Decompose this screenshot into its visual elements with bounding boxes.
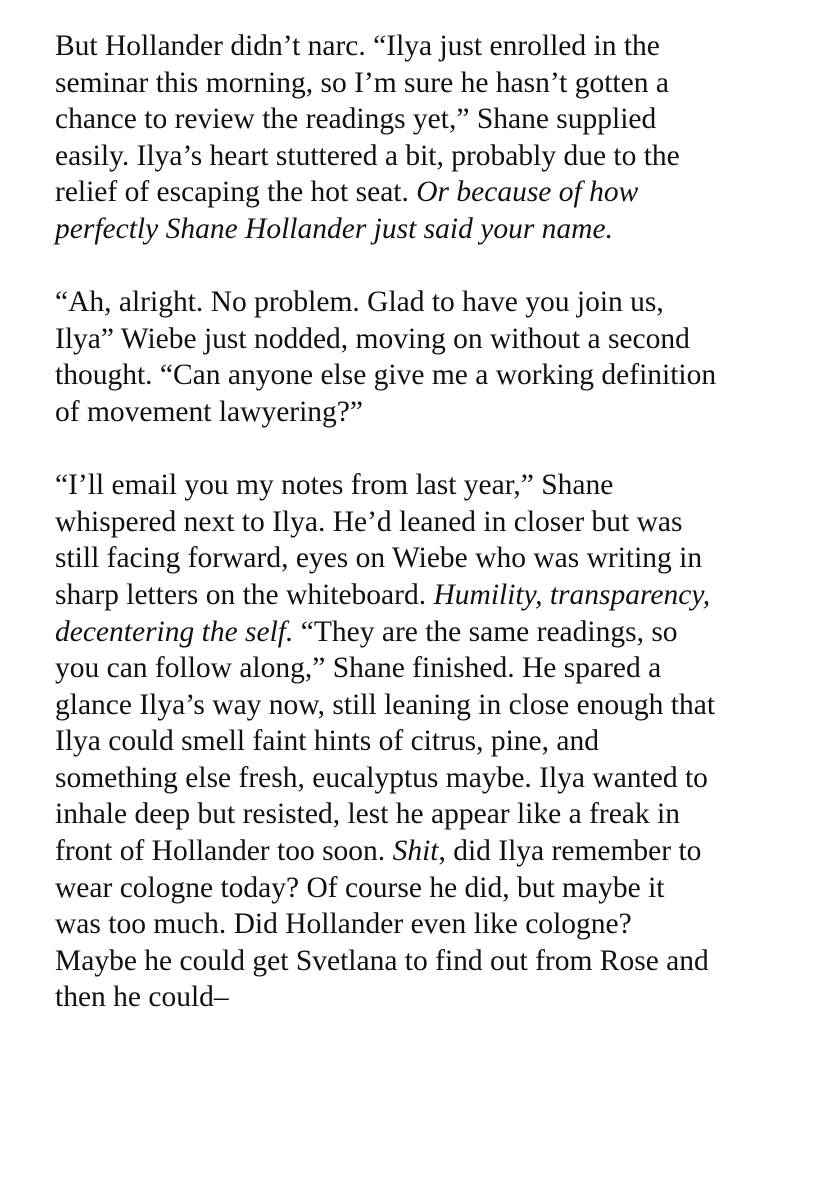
text-line [55,906,815,943]
text-line [55,138,815,175]
text-line [55,833,815,870]
text-line [55,723,815,760]
italic-text-run: Shit [392,835,439,868]
text-line [55,504,815,541]
text-run: inhale deep but resisted, lest he appear like a freak in [55,798,680,831]
italic-text-run: perfectly Shane Hollander just said your name. [55,212,613,245]
text-line [55,760,815,797]
text-run: Ilya” Wiebe just nodded, moving on without a second [55,322,690,355]
text-line [55,357,815,394]
text-line [55,943,815,980]
text-line [55,870,815,907]
italic-text-run: Humility, transparency, [433,578,711,611]
text-line [55,65,815,102]
text-line [55,467,815,504]
text-run: “Ah, alright. No problem. Glad to have you join us, [55,286,664,319]
text-run: front of Hollander too soon. [55,835,393,868]
text-run: something else fresh, eucalyptus maybe. Ilya wanted to [55,761,708,794]
italic-text-run: Or because of how [416,176,639,209]
text-run: easily. Ilya’s heart stuttered a bit, probably due to the [55,139,680,172]
text-line [55,28,815,65]
text-run: Maybe he could get Svetlana to find out from Rose and [55,944,709,977]
text-run: thought. “Can anyone else give me a working definition [55,359,717,392]
text-line [55,650,815,687]
text-run: relief of escaping the hot seat. [55,176,417,209]
text-run: chance to review the readings yet,” Shane supplied [55,103,657,136]
text-run: was too much. Did Hollander even like cologne? [55,908,632,941]
italic-text-run: decentering the self. [55,615,294,648]
paragraph-gap [55,248,815,285]
text-run: sharp letters on the whiteboard. [55,578,434,611]
text-run: still facing forward, eyes on Wiebe who was writing in [55,542,703,575]
paragraph-1 [55,28,815,248]
text-run: wear cologne today? Of course he did, but maybe it [55,871,665,904]
text-line [55,321,815,358]
text-line [55,284,815,321]
text-line [55,687,815,724]
text-line [55,101,815,138]
text-line [55,394,815,431]
text-run: whispered next to Ilya. He’d leaned in closer but was [55,505,683,538]
text-run: of movement lawyering?” [55,395,363,428]
text-line [55,577,815,614]
text-line [55,614,815,651]
paragraph-3 [55,467,815,1016]
text-run: “They are the same readings, so [293,615,678,648]
text-line [55,796,815,833]
text-line [55,211,815,248]
text-run: then he could– [55,981,229,1014]
text-run: seminar this morning, so I’m sure he hasn’t gotten a [55,66,669,99]
text-run: Ilya could smell faint hints of citrus, pine, and [55,725,599,758]
paragraph-gap [55,431,815,468]
text-line [55,540,815,577]
text-line [55,979,815,1016]
text-run: glance Ilya’s way now, still leaning in close enough that [55,688,716,721]
text-run: “I’ll email you my notes from last year,” Shane [55,469,614,502]
text-run: But Hollander didn’t narc. “Ilya just enrolled in the [55,30,660,62]
paragraph-2 [55,284,815,430]
text-line [55,174,815,211]
document-page [55,28,815,1016]
text-run: , did Ilya remember to [438,835,702,868]
text-run: you can follow along,” Shane finished. He spared a [55,652,662,685]
